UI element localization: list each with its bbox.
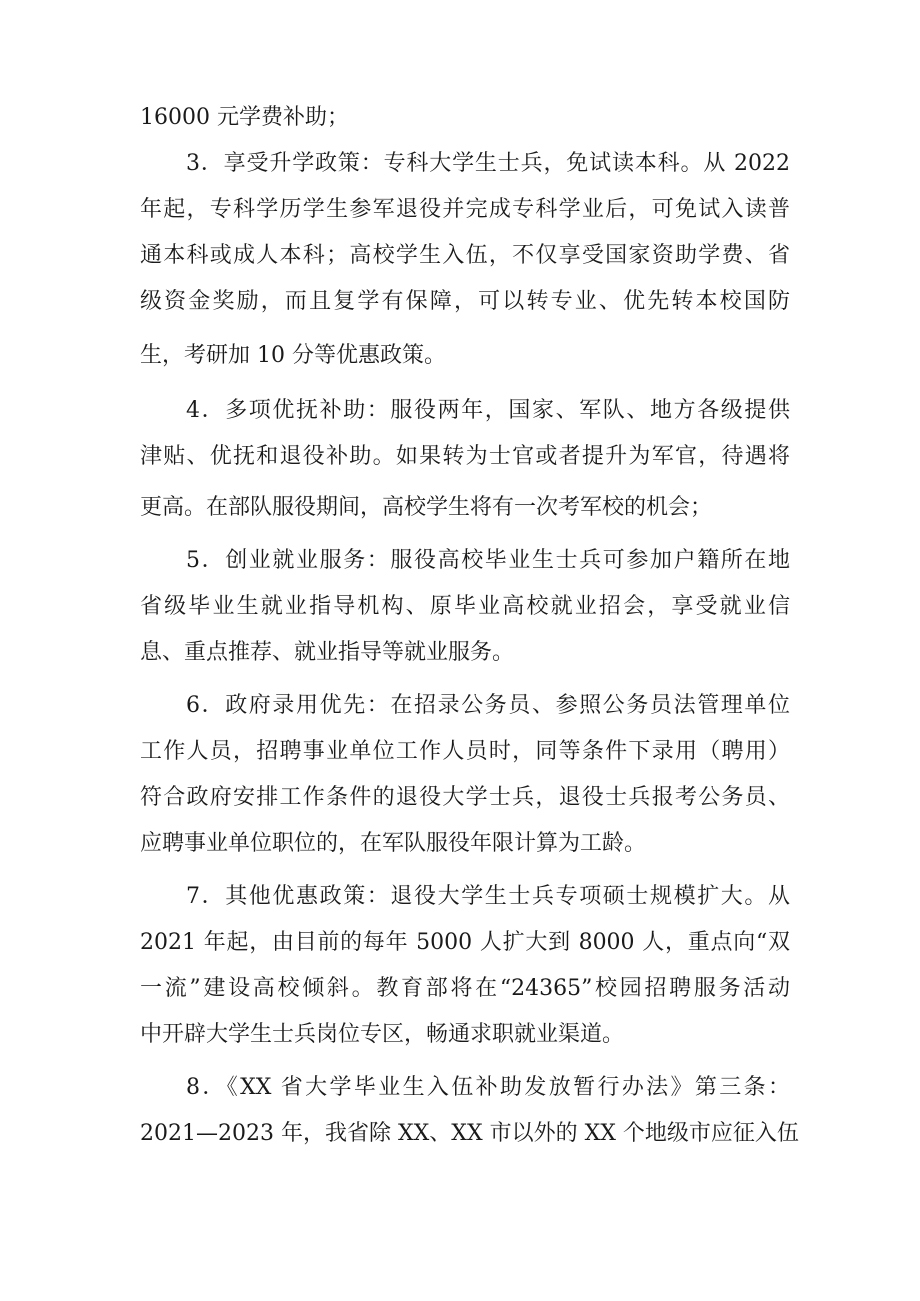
text-line-22: 2021—2023 年，我省除 XX、XX 市以外的 XX 个地级市应征入伍 — [140, 1121, 799, 1146]
text-line-5: 级资金奖励，而且复学有保障，可以转专业、优先转本校国防 — [140, 289, 790, 314]
text-line-7: 4．多项优抚补助：服役两年，国家、军队、地方各级提供 — [186, 398, 790, 423]
text-line-16: 应聘事业单位职位的，在军队服役年限计算为工龄。 — [140, 831, 647, 856]
text-line-15: 符合政府安排工作条件的退役大学士兵，退役士兵报考公务员、 — [140, 785, 790, 810]
text-line-21: 8．《XX 省大学毕业生入伍补助发放暂行办法》第三条： — [186, 1075, 790, 1100]
text-line-9: 更高。在部队服役期间，高校学生将有一次考军校的机会； — [140, 495, 713, 520]
text-line-12: 息、重点推荐、就业指导等就业服务。 — [140, 640, 515, 665]
text-line-11: 省级毕业生就业指导机构、原毕业高校就业招会，享受就业信 — [140, 594, 790, 619]
text-line-6: 生，考研加 10 分等优惠政策。 — [140, 343, 446, 368]
text-line-14: 工作人员，招聘事业单位工作人员时，同等条件下录用（聘用） — [140, 739, 790, 764]
text-line-19: 一流”建设高校倾斜。教育部将在“24365”校园招聘服务活动 — [140, 976, 790, 1001]
text-line-8: 津贴、优抚和退役补助。如果转为士官或者提升为军官，待遇将 — [140, 444, 790, 469]
text-line-20: 中开辟大学生士兵岗位专区，畅通求职就业渠道。 — [140, 1022, 625, 1047]
text-line-17: 7．其他优惠政策：退役大学生士兵专项硕士规模扩大。从 — [186, 884, 790, 909]
text-line-2: 3．享受升学政策：专科大学生士兵，免试读本科。从 2022 — [186, 151, 790, 176]
text-line-13: 6．政府录用优先：在招录公务员、参照公务员法管理单位 — [186, 693, 790, 718]
text-line-10: 5．创业就业服务：服役高校毕业生士兵可参加户籍所在地 — [186, 548, 790, 573]
text-line-3: 年起，专科学历学生参军退役并完成专科学业后，可免试入读普 — [140, 197, 790, 222]
text-line-18: 2021 年起，由目前的每年 5000 人扩大到 8000 人，重点向“双 — [140, 930, 790, 955]
text-line-4: 通本科或成人本科；高校学生入伍，不仅享受国家资助学费、省 — [140, 243, 790, 268]
text-line-1: 16000 元学费补助； — [140, 105, 349, 130]
